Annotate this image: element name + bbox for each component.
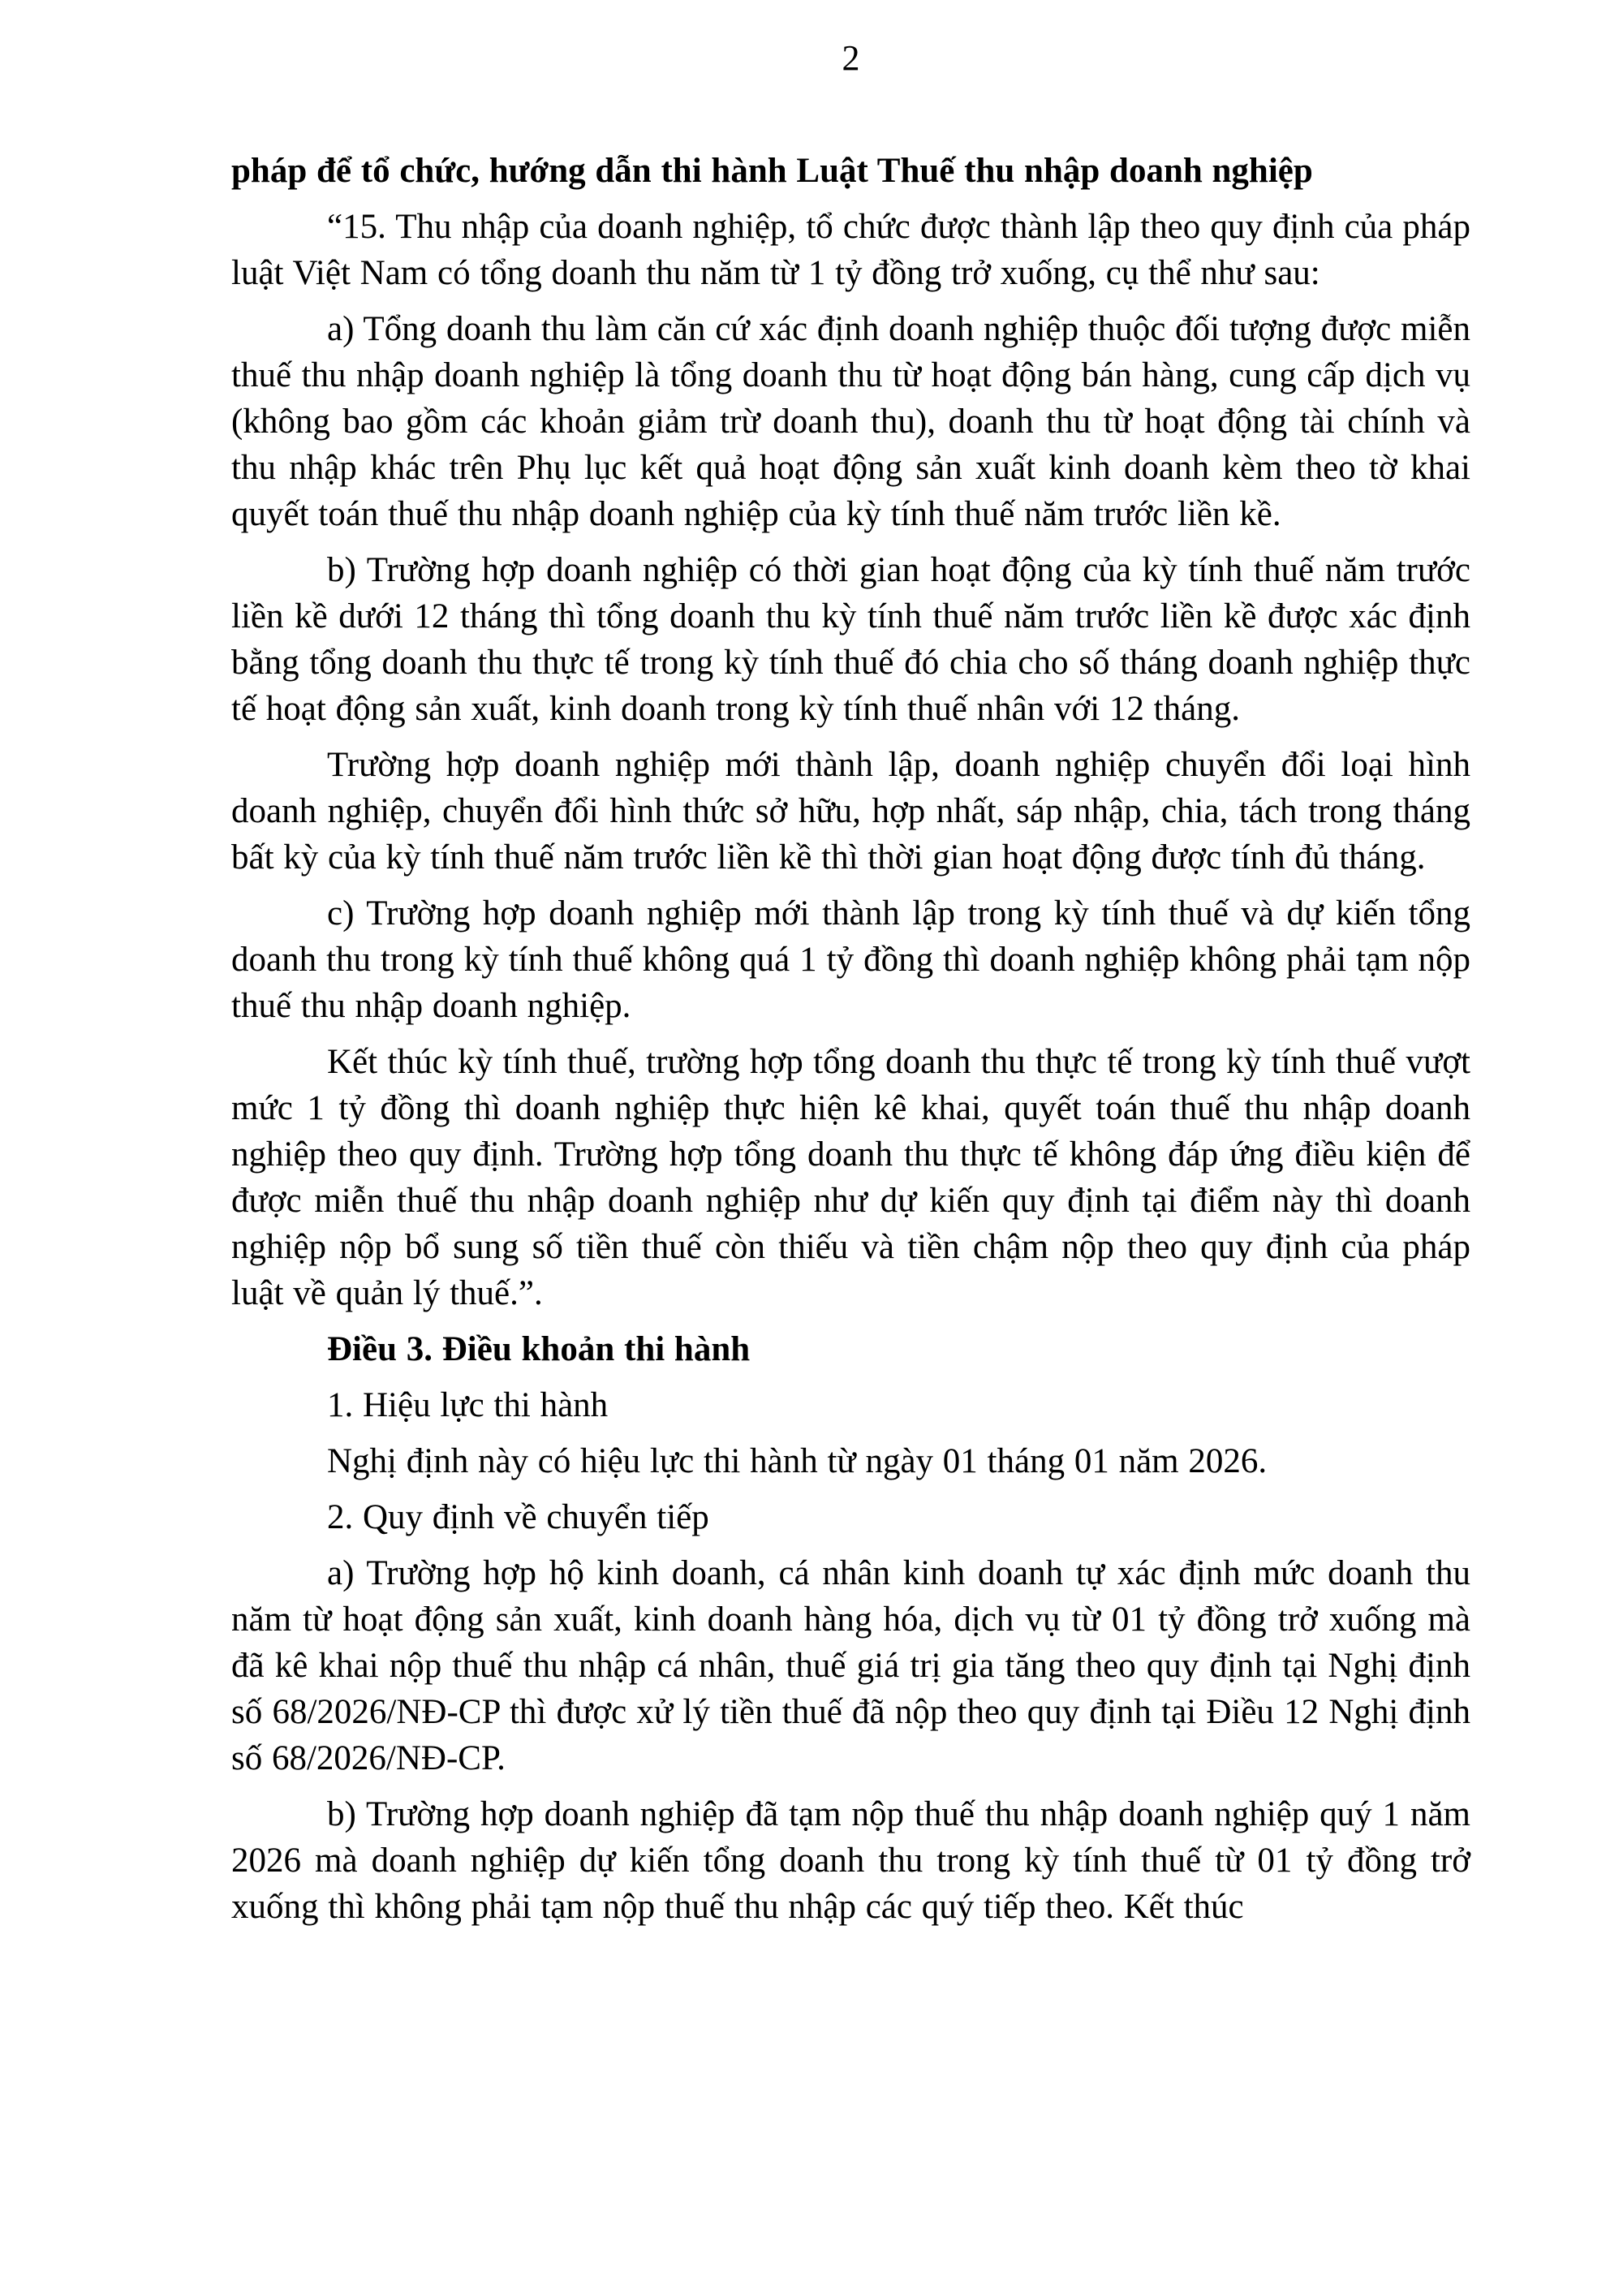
paragraph-effective-date: Nghị định này có hiệu lực thi hành từ ngày 01 tháng 01 năm 2026. [327, 1442, 1268, 1481]
page-number: 2 [842, 38, 860, 78]
heading-continuation: pháp để tổ chức, hướng dẫn thi hành Luật Thuế thu nhập doanh nghiệp [231, 152, 1313, 191]
transition-point-b: b) Trường hợp doanh nghiệp đã tạm nộp thuế thu nhập doanh nghiệp quý 1 năm 2026 mà doanh nghiệp dự kiến tổng doanh thu trong kỳ tính thuế từ 01 tỷ đồng trở xuống thì không phải tạm nộp thuế thu nhập các quý tiếp theo. Kết thúc [231, 1795, 1470, 1927]
point-a-total-revenue: a) Tổng doanh thu làm căn cứ xác định doanh nghiệp thuộc đối tượng được miễn thuế thu nhập doanh nghiệp là tổng doanh thu từ hoạt động bán hàng, cung cấp dịch vụ (không bao gồm các khoản giảm trừ doanh thu), doanh thu từ hoạt động tài chính và thu nhập khác trên Phụ lục kết quả hoạt động sản xuất kinh doanh kèm theo tờ khai quyết toán thuế thu nhập doanh nghiệp của kỳ tính thuế năm trước liền kề. [231, 310, 1470, 534]
point-c-new-in-tax-period: c) Trường hợp doanh nghiệp mới thành lập trong kỳ tính thuế và dự kiến tổng doanh thu trong kỳ tính thuế không quá 1 tỷ đồng thì doanh nghiệp không phải tạm nộp thuế thu nhập doanh nghiệp. [231, 894, 1470, 1026]
paragraph-clause-15: “15. Thu nhập của doanh nghiệp, tổ chức được thành lập theo quy định của pháp luật Việt Nam có tổng doanh thu năm từ 1 tỷ đồng trở xuống, cụ thể như sau: [231, 208, 1470, 293]
transition-point-a: a) Trường hợp hộ kinh doanh, cá nhân kinh doanh tự xác định mức doanh thu năm từ hoạt động sản xuất, kinh doanh hàng hóa, dịch vụ từ 01 tỷ đồng trở xuống mà đã kê khai nộp thuế thu nhập cá nhân, thuế giá trị gia tăng theo quy định tại Nghị định số 68/2026/NĐ-CP thì được xử lý tiền thuế đã nộp theo quy định tại Điều 12 Nghị định số 68/2026/NĐ-CP. [231, 1554, 1470, 1778]
document-body [231, 148, 1470, 1930]
paragraph-end-of-tax-period: Kết thúc kỳ tính thuế, trường hợp tổng doanh thu thực tế trong kỳ tính thuế vượt mức 1 tỷ đồng thì doanh nghiệp thực hiện kê khai, quyết toán thuế thu nhập doanh nghiệp theo quy định. Trường hợp tổng doanh thu thực tế không đáp ứng điều kiện để được miễn thuế thu nhập doanh nghiệp như dự kiến quy định tại điểm này thì doanh nghiệp nộp bổ sung số tiền thuế còn thiếu và tiền chậm nộp theo quy định của pháp luật về quản lý thuế.”. [231, 1043, 1470, 1313]
point-b-under-12-months: b) Trường hợp doanh nghiệp có thời gian hoạt động của kỳ tính thuế năm trước liền kề dưới 12 tháng thì tổng doanh thu kỳ tính thuế năm trước liền kề được xác định bằng tổng doanh thu thực tế trong kỳ tính thuế đó chia cho số tháng doanh nghiệp thực tế hoạt động sản xuất, kinh doanh trong kỳ tính thuế nhân với 12 tháng. [231, 551, 1470, 729]
clause-1-effectiveness: 1. Hiệu lực thi hành [327, 1386, 609, 1425]
article-3-heading: Điều 3. Điều khoản thi hành [327, 1330, 751, 1369]
clause-2-transition: 2. Quy định về chuyển tiếp [327, 1498, 709, 1537]
paragraph-new-establishment: Trường hợp doanh nghiệp mới thành lập, doanh nghiệp chuyển đổi loại hình doanh nghiệp, chuyển đổi hình thức sở hữu, hợp nhất, sáp nhập, chia, tách trong tháng bất kỳ của kỳ tính thuế năm trước liền kề thì thời gian hoạt động được tính đủ tháng. [231, 746, 1470, 877]
